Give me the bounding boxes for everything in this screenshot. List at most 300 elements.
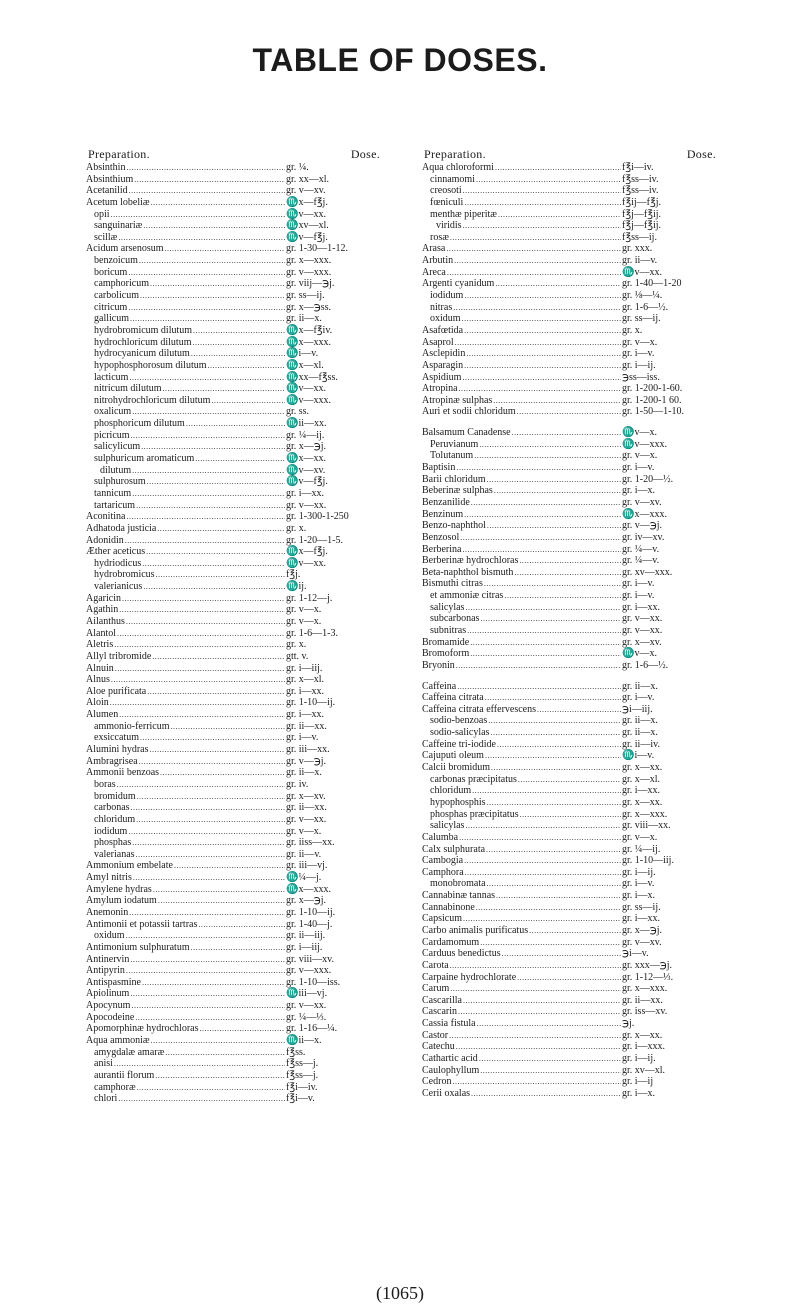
dot-leader	[474, 450, 621, 462]
dose-entry	[86, 243, 404, 255]
preparation-name: Carpaine hydrochlorate	[422, 971, 517, 983]
dose-value: gr. iiss—xx.	[286, 837, 335, 849]
dose-entry	[86, 209, 404, 221]
dose-entry	[422, 383, 740, 395]
dot-leader	[155, 1070, 285, 1082]
dot-leader	[118, 1093, 285, 1105]
preparation-name: salicylas	[430, 820, 465, 832]
dot-leader	[119, 709, 285, 721]
dose-value: gr. ¼.	[286, 162, 309, 173]
preparation-heading: Preparation.	[88, 147, 150, 161]
dose-value: gr. i—iij.	[286, 662, 323, 674]
dot-leader	[487, 797, 621, 809]
dose-value: gr. x—xl.	[622, 773, 661, 785]
dose-value: gr. 1-10—iij.	[622, 855, 674, 867]
dose-entry	[86, 1035, 404, 1047]
preparation-name: Berberina	[422, 543, 462, 555]
dose-value: gr. ¼—⅓.	[286, 1011, 327, 1023]
preparation-name: Cannabinone	[422, 901, 475, 913]
preparation-name: Barii chloridum	[422, 473, 486, 485]
preparation-name: sanguinariæ	[94, 220, 143, 232]
dot-leader	[200, 1023, 286, 1035]
dot-leader	[464, 325, 621, 337]
dose-value: gr. v—x.	[622, 336, 658, 348]
dose-value: gr. x—xx.	[622, 1029, 663, 1041]
preparation-name: Caffeine tri-iodide	[422, 738, 496, 750]
dose-value: gr. i—ij	[622, 1076, 654, 1088]
dose-value: ♏x—xx.	[286, 453, 326, 465]
dose-value: gr. v—xxx.	[286, 965, 332, 977]
dose-entry	[86, 1093, 404, 1105]
dot-leader	[495, 162, 621, 174]
dose-entry	[86, 406, 404, 418]
preparation-name: sodio-salicylas	[430, 727, 490, 739]
dose-value: ♏v—f℥j.	[286, 231, 328, 243]
dose-value: ♏v—xv.	[286, 464, 326, 476]
dose-value: gr. 1-10—ij.	[286, 907, 336, 918]
dose-value: ♏v—xx.	[286, 383, 326, 395]
dot-leader	[119, 604, 285, 616]
dose-entry	[86, 709, 404, 721]
dose-entry	[86, 453, 404, 465]
dose-entry	[422, 197, 740, 209]
preparation-name: Peruvianum	[430, 438, 479, 450]
dot-leader	[128, 302, 285, 314]
dose-entry	[422, 762, 740, 774]
dose-entry	[422, 1065, 740, 1077]
dose-value: f℥i—iv.	[286, 1081, 318, 1093]
dose-value: gr. i—xx.	[286, 487, 325, 499]
dose-value: gr. i—ij.	[622, 359, 656, 371]
preparation-name: Cambogia	[422, 855, 464, 867]
preparation-name: Beta-naphthol bismuth	[422, 566, 514, 578]
dose-entry	[86, 581, 404, 593]
preparation-name: oxalicum	[94, 406, 132, 418]
dot-leader	[141, 441, 285, 453]
dose-entry	[422, 220, 740, 232]
dose-value: gr. ii—v.	[286, 848, 322, 860]
preparation-name: tartaricum	[94, 499, 136, 511]
dose-value: gr. v—xx.	[286, 499, 327, 511]
dose-value: gr. x.	[622, 324, 643, 336]
dot-leader	[480, 1065, 621, 1077]
preparation-name: aurantii florum	[94, 1069, 155, 1081]
dose-entry	[422, 913, 740, 925]
dot-leader	[476, 902, 621, 914]
preparation-name: Cathartic acid	[422, 1053, 478, 1065]
preparation-name: benzoicum	[94, 255, 138, 267]
left-entry-list	[86, 162, 404, 1105]
preparation-name: Aspidium	[422, 371, 462, 383]
dose-entry	[422, 325, 740, 337]
dot-leader	[459, 383, 621, 395]
dose-entry	[86, 1012, 404, 1024]
dot-leader	[452, 1076, 621, 1088]
dot-leader	[460, 532, 621, 544]
dose-entry	[422, 544, 740, 556]
preparation-name: Anemonin	[86, 907, 129, 918]
dose-entry	[86, 185, 404, 197]
dose-entry	[422, 972, 740, 984]
dot-leader	[486, 844, 621, 856]
dose-entry	[422, 497, 740, 509]
dot-leader	[195, 453, 285, 465]
dose-value: ♏ij.	[286, 581, 307, 593]
preparation-name: Carum	[422, 983, 450, 995]
dose-value: ♏iii—vj.	[286, 988, 328, 1000]
dose-entry	[422, 844, 740, 856]
dot-leader	[465, 867, 621, 879]
dose-value: gr. 1-20—½.	[622, 473, 674, 485]
preparation-name: sulphuricum aromaticum	[94, 453, 195, 465]
dot-leader	[520, 809, 621, 821]
preparation-name: scillæ	[94, 231, 118, 243]
preparation-name: Auri et sodii chloridum	[422, 406, 516, 418]
preparation-name: Absinthin	[86, 162, 126, 173]
dose-value: gr. x—℈j.	[286, 441, 327, 453]
dose-value: gr. i—ij.	[622, 1053, 656, 1065]
dot-leader	[117, 628, 285, 640]
dose-value: gr. i—iij.	[286, 941, 323, 953]
dose-entry	[86, 476, 404, 488]
dose-value: ♏x—f℥j.	[286, 196, 328, 208]
dose-value: ♏v—xxx.	[622, 438, 667, 450]
dose-value: gr. viij—℈j.	[286, 278, 335, 290]
preparation-name: Aqua chloroformi	[422, 162, 494, 173]
preparation-name: camphoricum	[94, 278, 149, 290]
preparation-name: Areca	[422, 266, 446, 278]
preparation-name: Adhatoda justicia	[86, 522, 157, 534]
dose-heading: Dose.	[350, 147, 380, 161]
dose-entry	[422, 578, 740, 590]
preparation-name: nitras	[430, 301, 453, 313]
preparation-name: Aloin	[86, 697, 109, 709]
dot-leader	[471, 1088, 621, 1100]
preparation-name: Beberinæ sulphas	[422, 485, 493, 497]
dot-leader	[480, 937, 621, 949]
dose-value: ♏v—xx.	[286, 557, 326, 569]
dose-entry	[86, 232, 404, 244]
dose-entry	[86, 988, 404, 1000]
preparation-name: Caffeina citrata effervescens	[422, 703, 537, 715]
dose-value: gr. x—xl.	[286, 674, 325, 686]
dot-leader	[139, 255, 285, 267]
preparation-name: Aconitina	[86, 511, 126, 523]
dose-entry	[86, 930, 404, 942]
preparation-name: Balsamum Canadense	[422, 427, 511, 439]
preparation-name: Calumba	[422, 831, 459, 843]
dose-entry	[86, 395, 404, 407]
preparation-name: camphoræ	[94, 1081, 136, 1093]
dose-value: gr. ss—ij.	[622, 901, 661, 913]
dose-entry	[86, 290, 404, 302]
dose-value: f℥i—iv.	[622, 162, 654, 173]
dose-value: gr. 1-6—1-3.	[286, 627, 338, 639]
dose-entry	[86, 1058, 404, 1070]
dose-entry	[422, 372, 740, 384]
dose-value: gr. xxx—℈j.	[622, 959, 673, 971]
dose-entry	[422, 509, 740, 521]
dose-value: gr. 1-50—1-10.	[622, 406, 684, 418]
dose-entry	[422, 395, 740, 407]
dot-leader	[485, 750, 621, 762]
preparation-name: Argenti cyanidum	[422, 278, 495, 290]
dot-leader	[485, 692, 621, 704]
dot-leader	[490, 727, 621, 739]
dose-value: gr. x—℈j.	[286, 895, 327, 907]
dose-value: gr. 1-300-1-250	[286, 511, 349, 523]
dot-leader	[494, 485, 621, 497]
dot-leader	[117, 779, 285, 791]
dose-entry	[86, 919, 404, 931]
dose-entry	[86, 1047, 404, 1059]
dose-value: gr. v—xx.	[286, 813, 327, 825]
dot-leader	[171, 721, 285, 733]
preparation-name: Asclepidin	[422, 348, 466, 360]
dose-entry	[86, 942, 404, 954]
dose-entry	[86, 791, 404, 803]
dose-value: gr. 1-10—iss.	[286, 976, 341, 988]
dot-leader	[198, 919, 285, 931]
dose-entry	[86, 302, 404, 314]
dose-value: ♏x—f℥iv.	[286, 324, 333, 336]
preparation-name: bromidum	[94, 790, 136, 802]
dot-leader	[135, 1012, 285, 1024]
dot-leader	[151, 1035, 285, 1047]
preparation-name: et ammoniæ citras	[430, 590, 504, 602]
dose-entry	[422, 209, 740, 221]
dot-leader	[143, 581, 285, 593]
dose-value: gr. ii—xx.	[286, 720, 327, 732]
dot-leader	[157, 523, 285, 535]
dot-leader	[142, 977, 285, 989]
preparation-name: Adonidin	[86, 534, 124, 546]
dose-value: gr. i—ij.	[622, 866, 656, 878]
dot-leader	[495, 278, 621, 290]
preparation-name: nitrohydrochloricum dilutum	[94, 394, 211, 406]
dose-value: gr. v—xv.	[286, 185, 326, 197]
preparation-name: creosoti	[430, 185, 462, 197]
dose-value: gr. x—xx.	[622, 762, 663, 774]
dose-value: gr. v—℈j.	[622, 520, 663, 532]
preparation-heading: Preparation.	[424, 147, 486, 161]
dose-value: ℈j.	[622, 1018, 635, 1030]
preparation-name: Ambragrisea	[86, 755, 138, 767]
dot-leader	[130, 988, 285, 1000]
dot-leader	[151, 197, 285, 209]
dose-entry	[86, 860, 404, 872]
preparation-name: chlori	[94, 1093, 118, 1105]
dose-entry	[422, 567, 740, 579]
dose-entry	[86, 325, 404, 337]
dot-leader	[464, 197, 621, 209]
dot-leader	[479, 1053, 621, 1065]
dot-leader	[512, 427, 621, 439]
dot-leader	[471, 497, 621, 509]
preparation-name: Cedron	[422, 1076, 452, 1088]
dose-value: gr. v—xv.	[622, 936, 662, 948]
dose-value: gr. iii—vj.	[286, 860, 328, 872]
dot-leader	[153, 884, 285, 896]
dose-entry	[86, 546, 404, 558]
dot-leader	[128, 267, 285, 279]
preparation-name: Amyl nitris	[86, 872, 132, 884]
dose-entry	[422, 867, 740, 879]
dose-heading: Dose.	[686, 147, 716, 161]
dose-entry	[422, 832, 740, 844]
dose-entry	[86, 197, 404, 209]
dose-entry	[86, 1000, 404, 1012]
dose-entry	[422, 406, 740, 418]
dot-leader	[137, 791, 285, 803]
preparation-name: Æther aceticus	[86, 546, 146, 558]
dose-entry	[86, 628, 404, 640]
preparation-name: valerianas	[94, 848, 135, 860]
dose-entry	[422, 162, 740, 174]
dose-entry	[86, 278, 404, 290]
dot-leader	[130, 313, 285, 325]
preparation-name: hydrochloricum dilutum	[94, 336, 192, 348]
dot-leader	[459, 832, 621, 844]
preparation-name: Cardamomum	[422, 936, 480, 948]
preparation-name: oxidum	[94, 930, 125, 942]
dot-leader	[193, 337, 286, 349]
dot-leader	[498, 209, 621, 221]
dose-entry	[422, 613, 740, 625]
dose-value: gr. x.	[286, 522, 307, 534]
preparation-name: Alnus	[86, 674, 110, 686]
dot-leader	[150, 744, 286, 756]
preparation-name: Amylene hydras	[86, 883, 152, 895]
preparation-name: phosphoricum dilutum	[94, 418, 185, 430]
dose-value: gr. 1-40—j.	[286, 918, 333, 930]
dose-value: ♏x—xxx.	[286, 883, 331, 895]
dot-leader	[136, 814, 285, 826]
preparation-name: Carduus benedictus	[422, 948, 501, 960]
dot-leader	[446, 243, 621, 255]
dot-leader	[191, 348, 285, 360]
dose-entry	[86, 372, 404, 384]
dose-entry	[86, 674, 404, 686]
dose-entry	[86, 383, 404, 395]
dot-leader	[193, 325, 285, 337]
dot-leader	[126, 162, 285, 174]
dose-entry	[422, 1030, 740, 1042]
dose-entry	[86, 162, 404, 174]
dose-entry	[422, 681, 740, 693]
dose-entry	[422, 704, 740, 716]
dose-value: gr. x—xx.	[622, 796, 663, 808]
preparation-name: carbolicum	[94, 290, 139, 302]
dose-value: gr. i—x.	[622, 485, 656, 497]
dose-entry	[422, 243, 740, 255]
dot-leader	[134, 174, 285, 186]
dose-entry	[422, 995, 740, 1007]
dose-value: ♏¼—j.	[286, 872, 322, 884]
dose-entry	[86, 686, 404, 698]
preparation-name: amygdalæ amaræ	[94, 1046, 165, 1058]
dose-value: gr. xxx.	[622, 243, 653, 255]
preparation-name: oxidum	[430, 313, 461, 325]
dose-value: gr. 1-12—⅓.	[622, 971, 674, 983]
dose-entry	[422, 302, 740, 314]
dose-entry	[86, 337, 404, 349]
dose-entry	[422, 660, 740, 672]
dose-value: gr. ii—x.	[622, 727, 658, 739]
dose-value: gr. xx—xl.	[286, 173, 330, 185]
dose-entry	[422, 278, 740, 290]
dose-entry	[86, 488, 404, 500]
dot-leader	[129, 907, 285, 919]
dot-leader	[118, 232, 285, 244]
dose-entry	[86, 697, 404, 709]
preparation-name: Atropina	[422, 383, 458, 395]
preparation-name: Alantol	[86, 627, 116, 639]
dose-entry	[86, 721, 404, 733]
preparation-name: hydrobromicum dilutum	[94, 324, 193, 336]
dose-entry	[86, 814, 404, 826]
preparation-name: Camphora	[422, 866, 464, 878]
preparation-name: Ammonium embelate	[86, 860, 173, 872]
preparation-name: Cassia fistula	[422, 1018, 476, 1030]
dot-leader	[160, 767, 285, 779]
dose-entry	[422, 750, 740, 762]
dot-leader	[537, 704, 621, 716]
dot-leader	[447, 267, 621, 279]
dot-leader	[126, 965, 285, 977]
preparation-name: Alumen	[86, 709, 119, 721]
dose-entry	[86, 779, 404, 791]
preparation-name: Asaprol	[422, 336, 454, 348]
preparation-name: Calcii bromidum	[422, 762, 491, 774]
dot-leader	[465, 820, 621, 832]
dose-entry	[422, 590, 740, 602]
dose-value: gr. 1-40—1-20	[622, 278, 682, 290]
preparation-name: Antinervin	[86, 953, 130, 965]
dot-leader	[454, 255, 621, 267]
dose-entry	[422, 1006, 740, 1018]
dose-entry	[86, 907, 404, 919]
dose-value: gr. ¼—ij.	[286, 429, 325, 441]
dose-value: ♏x—xxx.	[622, 508, 667, 520]
dose-value: ♏x—xxx.	[286, 336, 331, 348]
dot-leader	[163, 383, 286, 395]
dose-value: gr. iv.	[286, 778, 309, 790]
preparation-name: hydrocyanicum dilutum	[94, 348, 190, 360]
dose-value: gr. i—x.	[622, 1087, 656, 1099]
dot-leader	[156, 569, 285, 581]
dose-value: f℥j.	[286, 569, 301, 581]
dot-leader	[514, 567, 621, 579]
dose-value: gr. ss.	[286, 406, 310, 418]
dose-value: gr. i—v.	[622, 348, 655, 360]
preparation-name: viridis	[436, 220, 462, 232]
dose-entry	[422, 462, 740, 474]
dot-leader	[476, 174, 621, 186]
preparation-name: Carota	[422, 959, 449, 971]
dot-leader	[497, 739, 621, 751]
preparation-name: Antimonium sulphuratum	[86, 941, 190, 953]
dose-entry	[86, 174, 404, 186]
dose-value: ♏i—v.	[622, 750, 655, 762]
dose-value: f℥ss.	[286, 1046, 306, 1058]
preparation-name: hypophosphorosum dilutum	[94, 359, 207, 371]
right-column-header	[422, 146, 740, 162]
preparation-name: Apiolinum	[86, 988, 130, 1000]
dot-leader	[504, 590, 621, 602]
dot-leader	[140, 732, 285, 744]
preparation-name: Antipyrin	[86, 965, 125, 977]
